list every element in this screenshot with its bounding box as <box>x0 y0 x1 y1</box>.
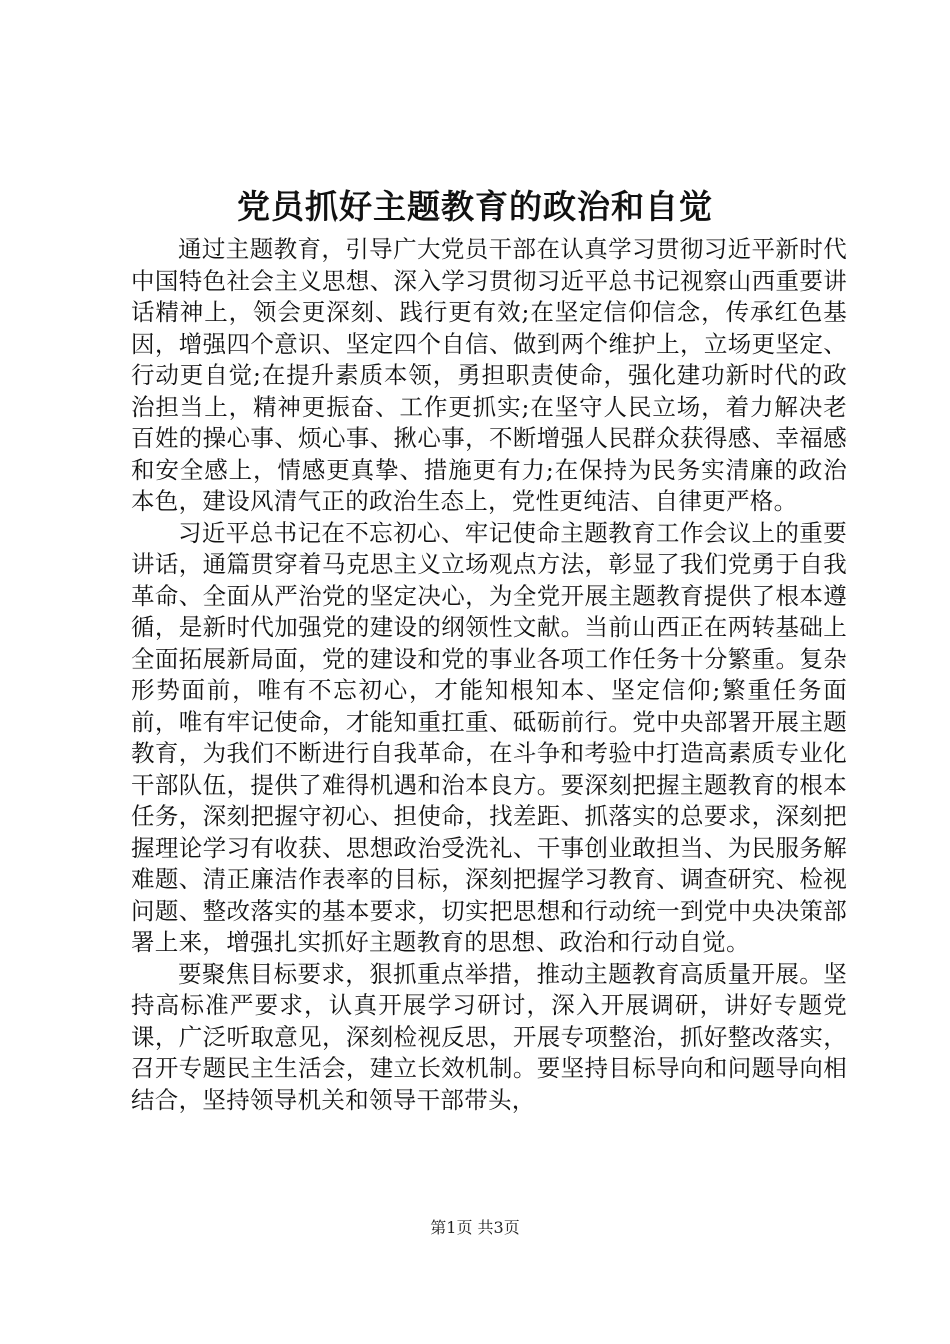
paragraph-2: 习近平总书记在不忘初心、牢记使命主题教育工作会议上的重要讲话，通篇贯穿着马克思主义立场观点方法，彰显了我们党勇于自我革命、全面从严治党的坚定决心，为全党开展主题教育提供了根本遵循，是新时代加强党的建设的纲领性文献。当前山西正在两转基础上全面拓展新局面，党的建设和党的事业各项工作任务十分繁重。复杂形势面前，唯有不忘初心，才能知根知本、坚定信仰;繁重任务面前，唯有牢记使命，才能知重扛重、砥砺前行。党中央部署开展主题教育，为我们不断进行自我革命，在斗争和考验中打造高素质专业化干部队伍，提供了难得机遇和治本良方。要深刻把握主题教育的根本任务，深刻把握守初心、担使命，找差距、抓落实的总要求，深刻把握理论学习有收获、思想政治受洗礼、干事创业敢担当、为民服务解难题、清正廉洁作表率的目标，深刻把握学习教育、调查研究、检视问题、整改落实的基本要求，切实把思想和行动统一到党中央决策部署上来，增强扎实抓好主题教育的思想、政治和行动自觉。 <box>131 518 847 956</box>
page-number-footer: 第1页 共3页 <box>430 1218 520 1237</box>
document-title: 党员抓好主题教育的政治和自觉 <box>237 187 713 226</box>
paragraph-3: 要聚焦目标要求，狠抓重点举措，推动主题教育高质量开展。坚持高标准严要求，认真开展学习研讨，深入开展调研，讲好专题党课，广泛听取意见，深刻检视反思，开展专项整治，抓好整改落实，召开专题民主生活会，建立长效机制。要坚持目标导向和问题导向相结合，坚持领导机关和领导干部带头， <box>131 959 847 1114</box>
document-body <box>131 234 847 1116</box>
paragraph-1: 通过主题教育，引导广大党员干部在认真学习贯彻习近平新时代中国特色社会主义思想、深入学习贯彻习近平总书记视察山西重要讲话精神上，领会更深刻、践行更有效;在坚定信仰信念，传承红色基因，增强四个意识、坚定四个自信、做到两个维护上，立场更坚定、行动更自觉;在提升素质本领，勇担职责使命，强化建功新时代的政治担当上，精神更振奋、工作更抓实;在坚守人民立场，着力解决老百姓的操心事、烦心事、揪心事，不断增强人民群众获得感、幸福感和安全感上，情感更真挚、措施更有力;在保持为民务实清廉的政治本色，建设风清气正的政治生态上，党性更纯洁、自律更严格。 <box>131 235 847 515</box>
